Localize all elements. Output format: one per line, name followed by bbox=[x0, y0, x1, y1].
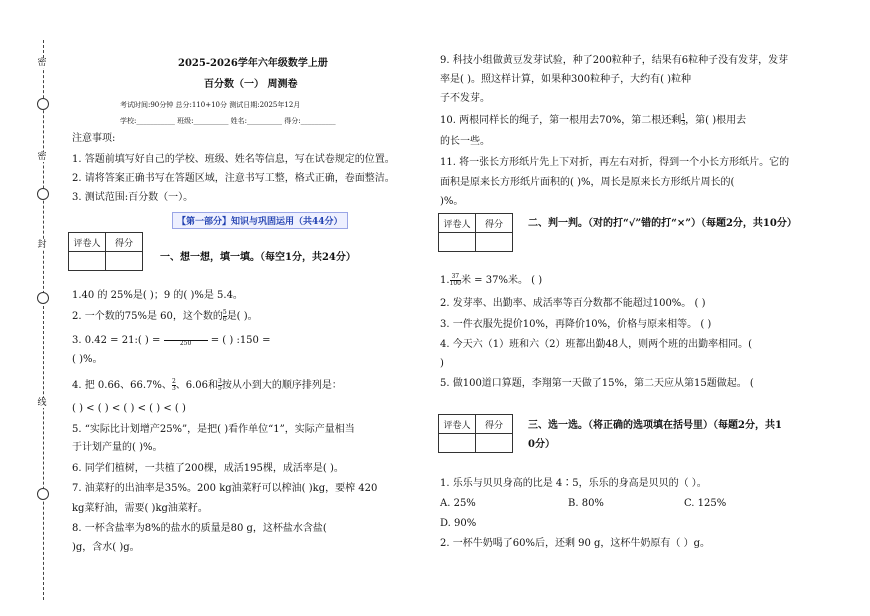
question-text: 4. 把 0.66、66.7%、 bbox=[72, 380, 172, 391]
fraction-numerator: 2 bbox=[171, 378, 176, 385]
grader-header: 评卷人 bbox=[69, 233, 106, 252]
score-header: 得分 bbox=[476, 214, 513, 233]
fraction-denominator: 3 bbox=[171, 385, 176, 392]
grader-header: 评卷人 bbox=[439, 214, 476, 233]
part1-banner: 【第一部分】知识与巩固运用（共44分） bbox=[172, 212, 348, 229]
fill-question-1: 1.40 的 25%是( )；9 的( )%是 5.4。 bbox=[72, 290, 243, 301]
fill-question-9-cont: 率是( )。照这样计算，如果种300粒种子，大约有( )粒种 bbox=[440, 74, 692, 85]
question-text: 按从小到大的顺序排列是： bbox=[221, 380, 342, 391]
notice-item: 1. 答题前填写好自己的学校、班级、姓名等信息，写在试卷规定的位置。 bbox=[72, 154, 395, 165]
question-text: 10. 两根同样长的绳子，第一根用去70%，第二根还剩 bbox=[440, 115, 682, 126]
grade-box bbox=[68, 232, 143, 271]
fraction-numerator: 37 bbox=[451, 273, 460, 280]
fraction-numerator: 1 bbox=[681, 113, 686, 120]
ordering-answer-line: ( ) < ( ) < ( ) < ( ) < ( ) bbox=[72, 403, 186, 414]
score-cell bbox=[476, 233, 513, 252]
fraction-numerator: 5 bbox=[222, 309, 227, 316]
fill-question-11-cont: )%。 bbox=[440, 196, 464, 207]
judge-question-4: 4. 今天六（1）班和六（2）班都出勤48人，则两个班的出勤率相同。( bbox=[440, 339, 753, 350]
question-text: 2. 一个数的75%是 60，这个数的 bbox=[72, 311, 223, 322]
question-text: ，第( )根用去 bbox=[685, 115, 747, 126]
fill-question-11-cont: 面积是原来长方形纸片面积的( )%，周长是原来长方形纸片周长的( bbox=[440, 177, 735, 188]
fraction-denominator: 6 bbox=[222, 316, 227, 323]
question-text: 米 = 37%米。 ( ) bbox=[461, 275, 543, 286]
section2-title: 二、判一判。（对的打“√”错的打“×”）（每题2分，共10分） bbox=[528, 218, 797, 229]
exam-subtitle: 百分数（一） 周测卷 bbox=[204, 79, 298, 90]
score-cell bbox=[476, 434, 513, 453]
question-text: = ( ) :150 = bbox=[207, 335, 271, 346]
binding-line bbox=[43, 40, 44, 600]
choice-option-c: C. 125% bbox=[684, 498, 727, 509]
fill-question-11: 11. 将一张长方形纸片先上下对折，再左右对折，得到一个小长方形纸片。它的 bbox=[440, 157, 790, 168]
fill-question-9: 9. 科技小组做黄豆发芽试验，种了200粒种子，结果有6粒种子没有发芽，发芽 bbox=[440, 55, 789, 66]
fill-question-3 bbox=[72, 334, 270, 347]
score-header: 得分 bbox=[106, 233, 143, 252]
fill-question-6: 6. 同学们植树，一共植了200棵，成活195棵，成活率是( )。 bbox=[72, 463, 344, 474]
judge-question-3: 3. 一件衣服先提价10%，再降价10%，价格与原来相等。 ( ) bbox=[440, 319, 712, 330]
score-cell bbox=[106, 252, 143, 271]
choice-question-1: 1. 乐乐与贝贝身高的比是 4∶5，乐乐的身高是贝贝的（ ）。 bbox=[440, 478, 707, 489]
fill-question-9-cont: 子不发芽。 bbox=[440, 93, 490, 104]
fill-question-8: 8. 一杯含盐率为8%的盐水的质量是80 g，这杯盐水含盐( bbox=[72, 523, 327, 534]
section1-title: 一、想一想，填一填。（每空1分，共24分） bbox=[160, 252, 356, 263]
fraction-numerator: 3 bbox=[218, 378, 222, 385]
grade-box bbox=[438, 213, 513, 252]
grade-box bbox=[438, 414, 513, 453]
binding-hole bbox=[37, 488, 49, 500]
question-text: 3. 0.42 = 21:( ) = bbox=[72, 335, 164, 346]
gutter-label: 密 bbox=[34, 152, 50, 162]
fill-question-2 bbox=[72, 310, 258, 323]
gutter-label: 线 bbox=[34, 398, 50, 408]
fraction-denominator: 100 bbox=[449, 280, 461, 287]
judge-question-2: 2. 发芽率、出勤率、成活率等百分数都不能超过100%。 ( ) bbox=[440, 298, 706, 309]
binding-hole bbox=[37, 98, 49, 110]
gutter-label: 密 bbox=[34, 58, 50, 68]
fill-question-4 bbox=[72, 379, 342, 392]
binding-hole bbox=[37, 292, 49, 304]
choice-option-a: A. 25% bbox=[440, 498, 476, 509]
notice-item: 2. 请将答案正确书写在答题区域，注意书写工整，格式正确，卷面整洁。 bbox=[72, 173, 395, 184]
score-header: 得分 bbox=[476, 415, 513, 434]
choice-option-d: D. 90% bbox=[440, 518, 477, 529]
fill-question-8-cont: )g，含水( )g。 bbox=[72, 542, 140, 553]
choice-question-2: 2. 一杯牛奶喝了60%后，还剩 90 g，这杯牛奶原有（ ）g。 bbox=[440, 538, 711, 549]
fill-question-5: 5. “实际比计划增产25%”，是把( )看作单位“1”，实际产量相当 bbox=[72, 424, 355, 435]
exam-info: 考试时间:90分钟 总分:110+10分 测试日期:2025年12月 bbox=[120, 101, 301, 109]
question-text: 、6.06和 bbox=[175, 380, 219, 391]
notice-title: 注意事项: bbox=[72, 133, 116, 144]
fraction-denominator: 250 bbox=[179, 340, 192, 347]
binding-hole bbox=[37, 188, 49, 200]
section3-title-cont: 0分） bbox=[528, 439, 555, 450]
choice-option-b: B. 80% bbox=[568, 498, 604, 509]
grader-cell bbox=[69, 252, 106, 271]
gutter-label: 封 bbox=[34, 240, 50, 250]
judge-question-4-cont: ) bbox=[440, 358, 444, 369]
fraction-denominator: 5 bbox=[218, 385, 222, 392]
notice-item: 3. 测试范围:百分数（一）。 bbox=[72, 192, 194, 203]
fraction bbox=[164, 334, 208, 347]
fill-question-7-cont: kg菜籽油，需要( )kg油菜籽。 bbox=[72, 503, 208, 514]
judge-question-5: 5. 做100道口算题，李翔第一天做了15%，第二天应从第15题做起。 ( bbox=[440, 378, 754, 389]
fill-question-3-cont: ( )%。 bbox=[72, 354, 103, 365]
judge-question-1 bbox=[440, 274, 542, 287]
fraction-denominator: 3 bbox=[681, 120, 686, 127]
question-text: 1. bbox=[440, 275, 450, 286]
grader-cell bbox=[439, 233, 476, 252]
grader-header: 评卷人 bbox=[439, 415, 476, 434]
fill-question-10 bbox=[440, 114, 746, 127]
grader-cell bbox=[439, 434, 476, 453]
fill-question-7: 7. 油菜籽的出油率是35%。200 kg油菜籽可以榨油( )kg，要榨 420 bbox=[72, 483, 378, 494]
question-text: 是( )。 bbox=[226, 311, 258, 322]
fill-question-5-cont: 于计划产量的( )%。 bbox=[72, 442, 163, 453]
fill-question-10-cont: 的长一些。 bbox=[440, 136, 490, 147]
section3-title: 三、选一选。（将正确的选项填在括号里）（每题2分，共1 bbox=[528, 420, 782, 431]
exam-fields: 学校:___________ 班级:__________ 姓名:__________ 得分:__________ bbox=[120, 117, 336, 125]
exam-title: 2025-2026学年六年级数学上册 bbox=[178, 58, 328, 69]
fraction bbox=[450, 274, 461, 287]
